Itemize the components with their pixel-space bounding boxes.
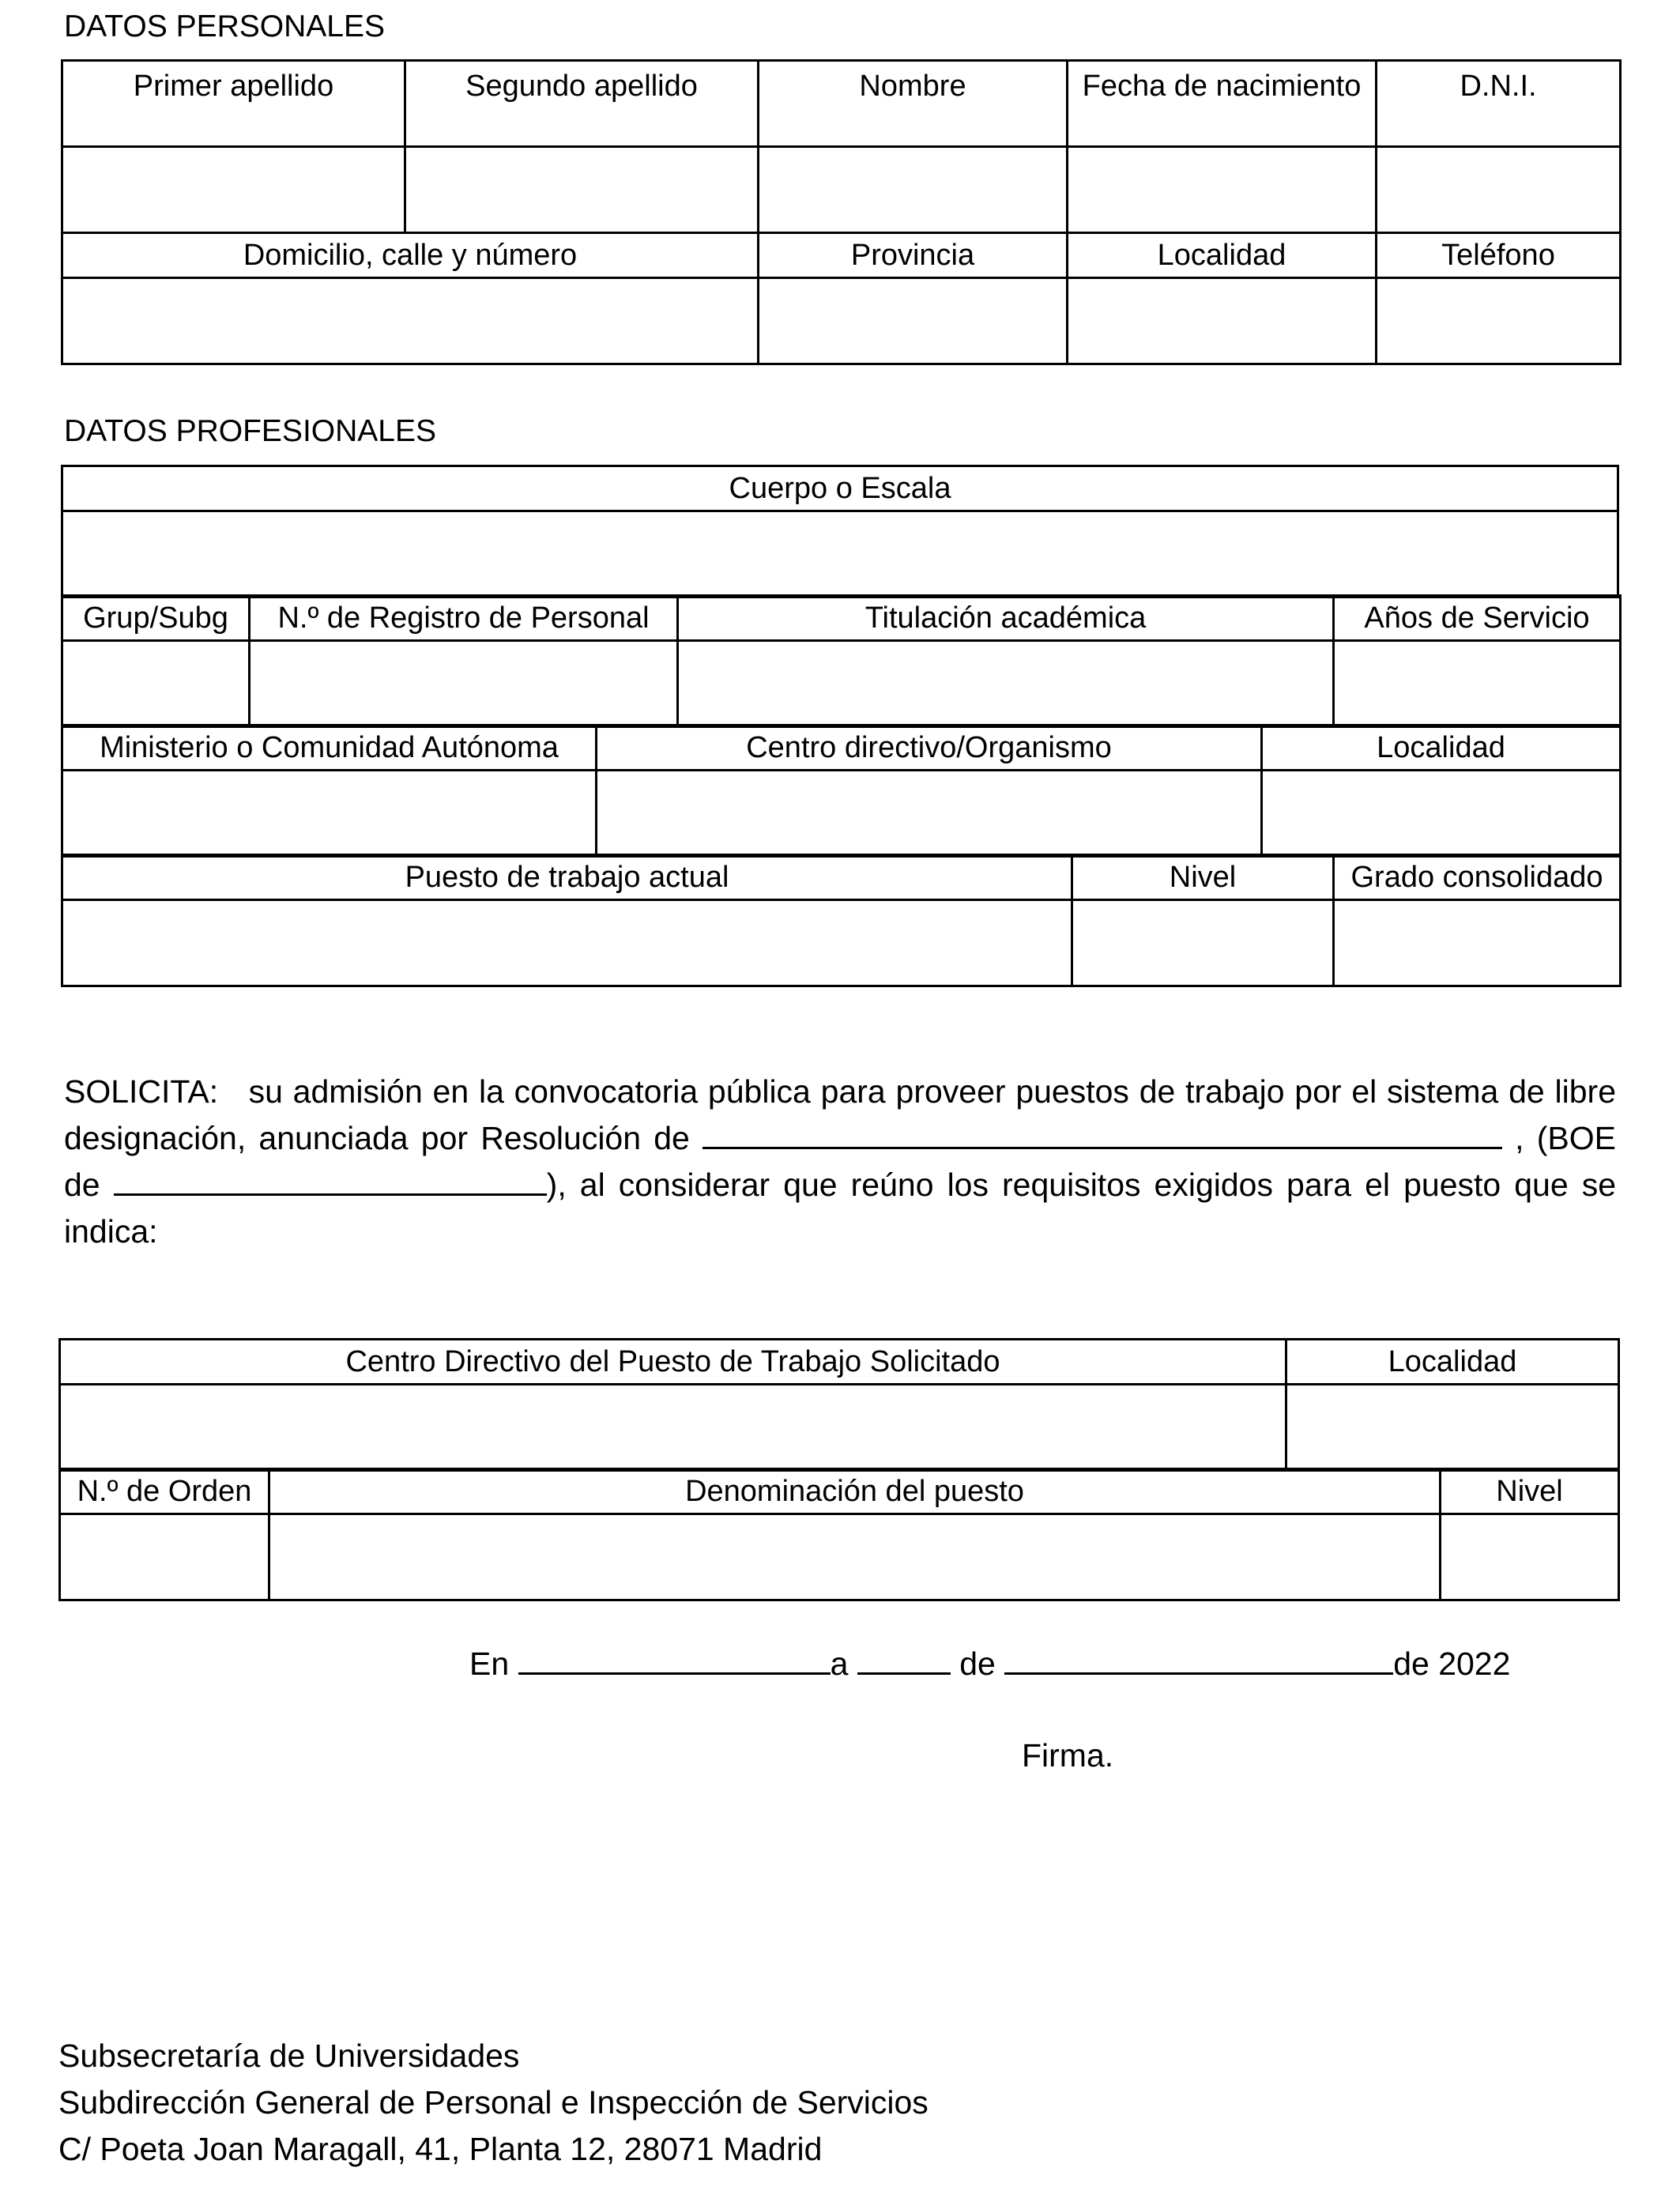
field-domicilio[interactable]: [62, 278, 759, 364]
header-segundo-apellido: Segundo apellido: [405, 61, 759, 147]
date-place-blank[interactable]: [518, 1644, 831, 1675]
header-nombre: Nombre: [759, 61, 1068, 147]
field-nivel-solicitado[interactable]: [1441, 1514, 1619, 1600]
header-dni: D.N.I.: [1377, 61, 1621, 147]
field-grado-consolidado[interactable]: [1334, 900, 1621, 986]
header-localidad-solicitada: Localidad: [1286, 1340, 1619, 1385]
field-localidad[interactable]: [1068, 278, 1377, 364]
header-anos-servicio: Años de Servicio: [1334, 596, 1621, 641]
field-centro-puesto-solicitado[interactable]: [60, 1385, 1286, 1471]
header-nivel-actual: Nivel: [1072, 855, 1334, 900]
header-primer-apellido: Primer apellido: [62, 61, 405, 147]
personal-data-table: [61, 59, 1622, 365]
header-fecha-nacimiento: Fecha de nacimiento: [1068, 61, 1377, 147]
field-centro-directivo[interactable]: [597, 771, 1262, 857]
header-denominacion-puesto: Denominación del puesto: [269, 1469, 1441, 1514]
field-denominacion-puesto[interactable]: [269, 1514, 1441, 1600]
header-telefono: Teléfono: [1377, 233, 1621, 278]
date-de-label: de: [959, 1646, 996, 1682]
professional-ministerio-table: [61, 724, 1622, 858]
field-anos-servicio[interactable]: [1334, 641, 1621, 727]
date-line: [469, 1644, 1510, 1683]
section-title-datos-profesionales: DATOS PROFESIONALES: [64, 414, 437, 448]
header-localidad: Localidad: [1068, 233, 1377, 278]
field-localidad-solicitada[interactable]: [1286, 1385, 1619, 1471]
field-telefono[interactable]: [1377, 278, 1621, 364]
header-titulacion: Titulación académica: [678, 596, 1334, 641]
header-cuerpo-escala: Cuerpo o Escala: [62, 466, 1618, 511]
header-numero-orden: N.º de Orden: [60, 1469, 269, 1514]
resolucion-blank[interactable]: [703, 1115, 1502, 1149]
footer-line-1: Subsecretaría de Universidades: [58, 2038, 520, 2074]
field-fecha-nacimiento[interactable]: [1068, 147, 1377, 233]
field-nivel-actual[interactable]: [1072, 900, 1334, 986]
field-primer-apellido[interactable]: [62, 147, 405, 233]
requested-puesto-table: [58, 1468, 1620, 1601]
field-ministerio[interactable]: [62, 771, 597, 857]
firma-label: Firma.: [1022, 1737, 1114, 1774]
solicita-text-2: ,: [1515, 1120, 1524, 1156]
professional-cuerpo-table: [61, 465, 1619, 598]
header-grup-subg: Grup/Subg: [62, 596, 250, 641]
field-grup-subg[interactable]: [62, 641, 250, 727]
header-puesto-actual: Puesto de trabajo actual: [62, 855, 1072, 900]
requested-centro-table: [58, 1338, 1620, 1472]
field-titulacion[interactable]: [678, 641, 1334, 727]
header-centro-directivo: Centro directivo/Organismo: [597, 726, 1262, 771]
field-localidad-profesional[interactable]: [1262, 771, 1621, 857]
footer-line-2: Subdirección General de Personal e Inspección de Servicios: [58, 2084, 929, 2120]
field-puesto-actual[interactable]: [62, 900, 1072, 986]
field-provincia[interactable]: [759, 278, 1068, 364]
header-provincia: Provincia: [759, 233, 1068, 278]
date-a-label: a: [830, 1646, 849, 1682]
solicita-label: SOLICITA:: [64, 1073, 219, 1110]
field-nombre[interactable]: [759, 147, 1068, 233]
date-year-label: de 2022: [1393, 1646, 1511, 1682]
footer-line-3: C/ Poeta Joan Maragall, 41, Planta 12, 28071 Madrid: [58, 2131, 823, 2167]
header-nivel-solicitado: Nivel: [1441, 1469, 1619, 1514]
date-day-blank[interactable]: [857, 1644, 951, 1675]
field-registro-personal[interactable]: [250, 641, 678, 727]
solicita-text-3: (BOE de: [64, 1120, 1616, 1203]
header-grado-consolidado: Grado consolidado: [1334, 855, 1621, 900]
field-dni[interactable]: [1377, 147, 1621, 233]
field-segundo-apellido[interactable]: [405, 147, 759, 233]
solicita-text-4: ), al considerar que reúno los requisitos exigidos para el puesto que se indica:: [64, 1167, 1616, 1250]
header-domicilio: Domicilio, calle y número: [62, 233, 759, 278]
solicita-paragraph: [64, 1069, 1616, 1255]
header-centro-puesto-solicitado: Centro Directivo del Puesto de Trabajo Solicitado: [60, 1340, 1286, 1385]
field-numero-orden[interactable]: [60, 1514, 269, 1600]
field-cuerpo-escala[interactable]: [62, 511, 1618, 598]
footer-address: [58, 2033, 929, 2173]
professional-puesto-table: [61, 854, 1622, 987]
date-en-label: En: [469, 1646, 510, 1682]
boe-blank[interactable]: [114, 1162, 547, 1196]
solicita-text-1: su admisión en la convocatoria pública para proveer puestos de trabajo por el sistema de libre designación, anunciada por Resolución de: [64, 1073, 1616, 1156]
header-localidad-profesional: Localidad: [1262, 726, 1621, 771]
section-title-datos-personales: DATOS PERSONALES: [64, 9, 386, 43]
date-month-blank[interactable]: [1004, 1644, 1393, 1675]
professional-registro-table: [61, 594, 1622, 728]
header-ministerio: Ministerio o Comunidad Autónoma: [62, 726, 597, 771]
header-registro-personal: N.º de Registro de Personal: [250, 596, 678, 641]
